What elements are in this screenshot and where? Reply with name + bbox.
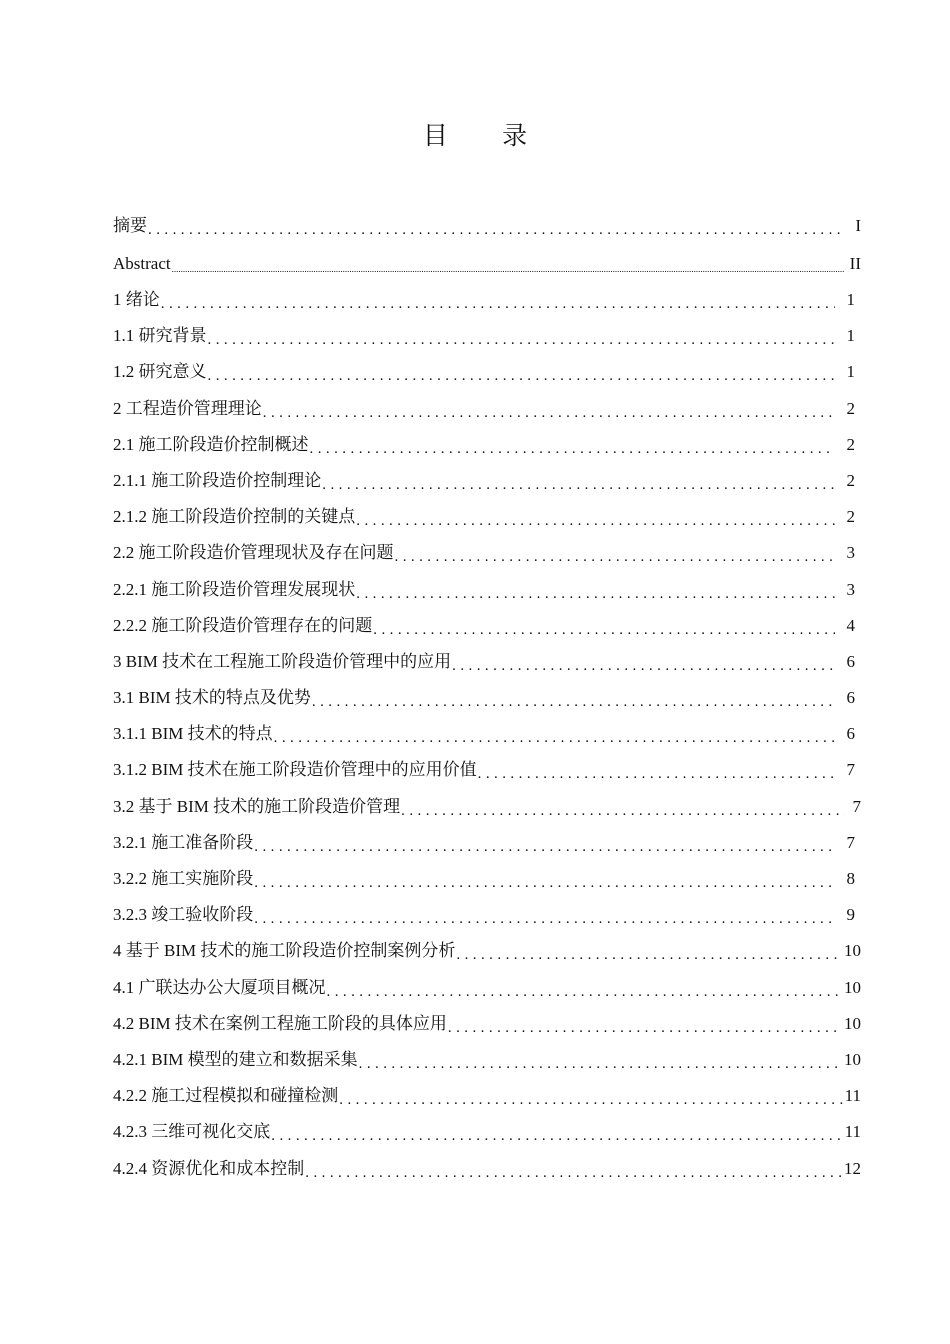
toc-dot-leader xyxy=(356,511,835,531)
toc-entry-page: 12 xyxy=(844,1158,861,1178)
toc-entry xyxy=(113,1114,861,1150)
toc-entry-page: 10 xyxy=(844,977,861,997)
toc-entry-page: 7 xyxy=(846,760,855,780)
toc-entry-page: II xyxy=(849,254,861,273)
toc-entry xyxy=(113,861,861,897)
toc-entry-label: 3.1.1 BIM 技术的特点 xyxy=(113,724,273,744)
toc-dot-leader xyxy=(401,801,845,821)
toc-entry xyxy=(113,535,861,571)
toc-dot-leader xyxy=(172,260,845,280)
toc-dot-leader xyxy=(161,294,835,314)
toc-entry-page: 10 xyxy=(844,1049,861,1069)
toc-entry-page: I xyxy=(855,216,861,235)
toc-entry xyxy=(113,427,861,463)
toc-dot-leader xyxy=(373,620,835,640)
toc-entry-label: 3.2.1 施工准备阶段 xyxy=(113,832,254,852)
toc-entry xyxy=(113,970,861,1006)
toc-dot-leader xyxy=(310,439,836,459)
toc-entry xyxy=(113,282,861,318)
toc-entry-label: Abstract xyxy=(113,254,171,273)
toc-entry-label: 2.2 施工阶段造价管理现状及存在问题 xyxy=(113,543,394,563)
toc-entry xyxy=(113,1042,861,1078)
toc-entry-page: 6 xyxy=(846,688,855,708)
toc-entry-page: 1 xyxy=(846,326,855,346)
toc-entry-page: 4 xyxy=(846,615,855,635)
toc-dot-leader xyxy=(356,584,835,604)
toc-entry-label: 3.2.3 竣工验收阶段 xyxy=(113,905,254,925)
toc-entry-page: 8 xyxy=(846,869,855,888)
toc-entry-label: 4.2.4 资源优化和成本控制 xyxy=(113,1158,305,1178)
toc-list xyxy=(113,207,861,1187)
toc-entry xyxy=(113,716,861,752)
toc-entry xyxy=(113,499,861,535)
toc-entry xyxy=(113,1078,861,1114)
toc-dot-leader xyxy=(339,1090,842,1110)
toc-entry-label: 2 工程造价管理理论 xyxy=(113,398,262,418)
toc-entry-page: 3 xyxy=(846,543,855,563)
toc-entry-label: 3.2 基于 BIM 技术的施工阶段造价管理 xyxy=(113,796,401,816)
toc-entry-label: 2.2.1 施工阶段造价管理发展现状 xyxy=(113,579,356,599)
toc-dot-leader xyxy=(359,1054,842,1074)
toc-dot-leader xyxy=(322,475,835,495)
toc-entry-label: 2.1.2 施工阶段造价控制的关键点 xyxy=(113,507,356,527)
toc-entry-page: 6 xyxy=(846,724,855,744)
toc-entry-label: 4.2.2 施工过程模拟和碰撞检测 xyxy=(113,1086,339,1106)
toc-entry-label: 3.1 BIM 技术的特点及优势 xyxy=(113,688,311,708)
toc-dot-leader xyxy=(254,909,835,929)
toc-entry-page: 1 xyxy=(846,362,855,382)
toc-entry-page: 7 xyxy=(852,796,861,816)
toc-entry-page: 2 xyxy=(846,398,855,418)
toc-dot-leader xyxy=(305,1163,842,1183)
toc-entry xyxy=(113,391,861,427)
toc-entry-page: 7 xyxy=(846,832,855,852)
toc-entry xyxy=(113,207,861,245)
toc-entry-label: 4.2 BIM 技术在案例工程施工阶段的具体应用 xyxy=(113,1013,447,1033)
toc-entry xyxy=(113,245,861,282)
toc-entry-label: 4 基于 BIM 技术的施工阶段造价控制案例分析 xyxy=(113,941,456,961)
toc-entry-label: 2.1.1 施工阶段造价控制理论 xyxy=(113,470,322,490)
toc-dot-leader xyxy=(271,1126,842,1146)
toc-entry xyxy=(113,680,861,716)
toc-entry-label: 3.1.2 BIM 技术在施工阶段造价管理中的应用价值 xyxy=(113,760,477,780)
toc-entry-label: 3 BIM 技术在工程施工阶段造价管理中的应用 xyxy=(113,651,452,671)
toc-entry-page: 1 xyxy=(846,290,855,309)
toc-entry-page: 10 xyxy=(844,1013,861,1033)
toc-entry-page: 10 xyxy=(844,941,861,961)
toc-entry xyxy=(113,933,861,969)
toc-dot-leader xyxy=(448,1018,842,1038)
toc-entry-page: 9 xyxy=(846,905,855,925)
toc-entry-page: 11 xyxy=(844,1086,861,1106)
toc-entry-label: 4.2.3 三维可视化交底 xyxy=(113,1122,271,1142)
toc-entry-page: 2 xyxy=(846,507,855,527)
toc-dot-leader xyxy=(208,330,836,350)
toc-entry-label: 2.2.2 施工阶段造价管理存在的问题 xyxy=(113,615,373,635)
toc-dot-leader xyxy=(208,366,836,386)
toc-entry-page: 2 xyxy=(846,470,855,490)
toc-entry xyxy=(113,608,861,644)
toc-dot-leader xyxy=(452,656,835,676)
toc-entry-label: 2.1 施工阶段造价控制概述 xyxy=(113,434,309,454)
toc-dot-leader xyxy=(312,692,835,712)
toc-dot-leader xyxy=(263,403,835,423)
toc-entry-label: 1 绪论 xyxy=(113,290,160,309)
toc-title: 目 录 xyxy=(422,123,552,150)
toc-entry-label: 4.2.1 BIM 模型的建立和数据采集 xyxy=(113,1049,358,1069)
toc-dot-leader xyxy=(148,220,845,240)
toc-entry xyxy=(113,572,861,608)
toc-dot-leader xyxy=(456,945,842,965)
toc-entry xyxy=(113,318,861,354)
toc-entry-page: 6 xyxy=(846,651,855,671)
toc-entry-page: 2 xyxy=(846,434,855,454)
toc-entry xyxy=(113,752,861,788)
toc-dot-leader xyxy=(395,547,836,567)
toc-entry-page: 11 xyxy=(844,1122,861,1142)
toc-entry-page: 3 xyxy=(846,579,855,599)
toc-entry-label: 3.2.2 施工实施阶段 xyxy=(113,869,254,888)
toc-dot-leader xyxy=(254,873,835,893)
toc-entry-label: 1.1 研究背景 xyxy=(113,326,207,346)
toc-entry xyxy=(113,789,861,825)
toc-entry xyxy=(113,1151,861,1187)
toc-dot-leader xyxy=(327,982,843,1002)
toc-entry-label: 1.2 研究意义 xyxy=(113,362,207,382)
toc-dot-leader xyxy=(274,728,835,748)
toc-dot-leader xyxy=(254,837,835,857)
toc-entry xyxy=(113,644,861,680)
toc-entry-label: 4.1 广联达办公大厦项目概况 xyxy=(113,977,326,997)
toc-entry xyxy=(113,1006,861,1042)
toc-entry xyxy=(113,463,861,499)
toc-entry xyxy=(113,897,861,933)
toc-entry xyxy=(113,354,861,390)
toc-dot-leader xyxy=(478,764,835,784)
toc-entry xyxy=(113,825,861,861)
toc-entry-label: 摘要 xyxy=(113,216,147,235)
